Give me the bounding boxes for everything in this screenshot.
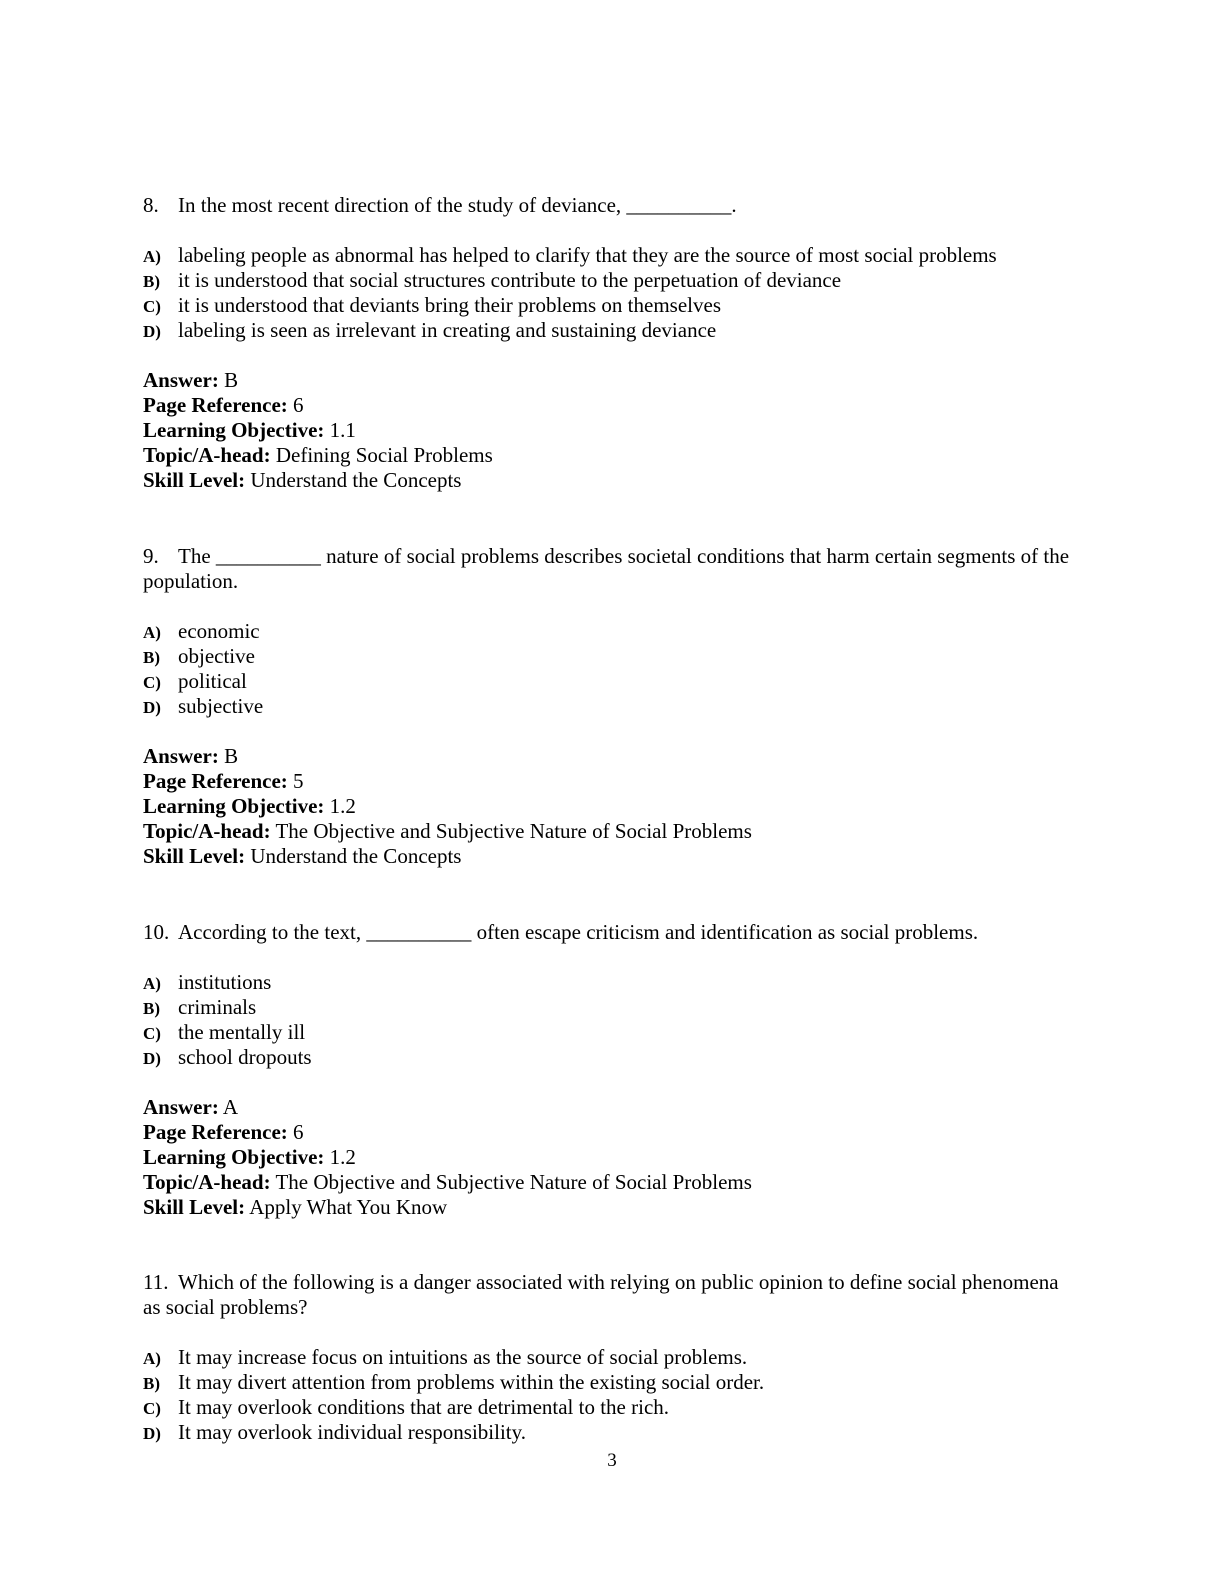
question-stem <box>143 544 1073 594</box>
topic-value: The Objective and Subjective Nature of Social Problems <box>275 819 752 843</box>
topic-value: The Objective and Subjective Nature of Social Problems <box>275 1170 752 1194</box>
question-9 <box>143 544 1073 869</box>
page-reference-label: Page Reference: <box>143 1120 288 1144</box>
option-c <box>143 293 1073 318</box>
question-number: 11. <box>143 1270 169 1294</box>
skill-level-row <box>143 844 1073 869</box>
answer-value: B <box>224 368 239 392</box>
topic-row <box>143 819 1073 844</box>
option-text: It may overlook conditions that are detrimental to the rich. <box>178 1395 670 1419</box>
question-number: 8. <box>143 193 159 217</box>
option-letter: B) <box>143 648 160 667</box>
answer-options <box>143 1345 1073 1445</box>
topic-value: Defining Social Problems <box>275 443 493 467</box>
option-letter: C) <box>143 297 161 316</box>
answer-metadata <box>143 744 1073 869</box>
page-reference-value: 5 <box>293 769 304 793</box>
answer-options <box>143 970 1073 1070</box>
option-b <box>143 1370 1073 1395</box>
topic-label: Topic/A-head: <box>143 443 271 467</box>
answer-value: A <box>222 1095 239 1119</box>
option-text: It may divert attention from problems within the existing social order. <box>178 1370 765 1394</box>
answer-metadata <box>143 1095 1073 1220</box>
page-reference-value: 6 <box>293 1120 304 1144</box>
option-d <box>143 1420 1073 1445</box>
option-letter: B) <box>143 999 160 1018</box>
option-text: it is understood that deviants bring their problems on themselves <box>178 293 721 317</box>
option-text: It may increase focus on intuitions as the source of social problems. <box>178 1345 748 1369</box>
option-letter: A) <box>143 247 161 266</box>
option-c <box>143 669 1073 694</box>
skill-level-label: Skill Level: <box>143 1195 246 1219</box>
question-number: 9. <box>143 544 159 568</box>
answer-options <box>143 619 1073 719</box>
option-letter: C) <box>143 1399 161 1418</box>
option-c <box>143 1020 1073 1045</box>
option-text: It may overlook individual responsibility. <box>178 1420 527 1444</box>
option-a <box>143 619 1073 644</box>
option-a <box>143 1345 1073 1370</box>
topic-row <box>143 1170 1073 1195</box>
option-text: labeling people as abnormal has helped to clarify that they are the source of most social problems <box>178 243 997 267</box>
option-b <box>143 268 1073 293</box>
answer-label: Answer: <box>143 368 219 392</box>
option-text: institutions <box>178 970 272 994</box>
option-d <box>143 318 1073 343</box>
page-reference-row <box>143 393 1073 418</box>
option-a <box>143 970 1073 995</box>
learning-objective-value: 1.2 <box>329 1145 356 1169</box>
skill-level-row <box>143 1195 1073 1220</box>
page-number: 3 <box>607 1450 617 1471</box>
option-letter: A) <box>143 974 161 993</box>
learning-objective-label: Learning Objective: <box>143 794 325 818</box>
skill-level-label: Skill Level: <box>143 844 246 868</box>
option-text: school dropouts <box>178 1045 312 1069</box>
option-c <box>143 1395 1073 1420</box>
question-text: The __________ nature of social problems describes societal conditions that harm certain segments of the population. <box>143 544 1070 593</box>
question-11 <box>143 1270 1073 1445</box>
question-text: According to the text, __________ often escape criticism and identification as social problems. <box>178 920 979 944</box>
answer-options <box>143 243 1073 343</box>
learning-objective-row <box>143 418 1073 443</box>
page-reference-value: 6 <box>293 393 304 417</box>
skill-level-value: Apply What You Know <box>249 1195 448 1219</box>
question-text: In the most recent direction of the study of deviance, __________. <box>178 193 737 217</box>
option-letter: A) <box>143 1349 161 1368</box>
option-d <box>143 1045 1073 1070</box>
learning-objective-row <box>143 794 1073 819</box>
option-text: criminals <box>178 995 257 1019</box>
skill-level-value: Understand the Concepts <box>250 468 462 492</box>
option-b <box>143 644 1073 669</box>
answer-label: Answer: <box>143 744 219 768</box>
question-8 <box>143 193 1073 493</box>
answer-row <box>143 368 1073 393</box>
option-letter: D) <box>143 1049 161 1068</box>
option-letter: B) <box>143 1374 160 1393</box>
option-letter: A) <box>143 623 161 642</box>
option-text: political <box>178 669 247 693</box>
answer-value: B <box>224 744 239 768</box>
topic-label: Topic/A-head: <box>143 1170 271 1194</box>
skill-level-label: Skill Level: <box>143 468 246 492</box>
learning-objective-row <box>143 1145 1073 1170</box>
option-text: it is understood that social structures contribute to the perpetuation of deviance <box>178 268 842 292</box>
learning-objective-value: 1.1 <box>329 418 356 442</box>
skill-level-row <box>143 468 1073 493</box>
document-page <box>143 0 1073 1584</box>
option-text: objective <box>178 644 255 668</box>
page-reference-label: Page Reference: <box>143 393 288 417</box>
option-d <box>143 694 1073 719</box>
skill-level-value: Understand the Concepts <box>250 844 462 868</box>
option-text: the mentally ill <box>178 1020 306 1044</box>
option-text: labeling is seen as irrelevant in creating and sustaining deviance <box>178 318 717 342</box>
answer-row <box>143 1095 1073 1120</box>
option-a <box>143 243 1073 268</box>
answer-row <box>143 744 1073 769</box>
question-10 <box>143 920 1073 1220</box>
answer-label: Answer: <box>143 1095 219 1119</box>
topic-label: Topic/A-head: <box>143 819 271 843</box>
page-reference-label: Page Reference: <box>143 769 288 793</box>
question-text: Which of the following is a danger associated with relying on public opinion to define social phenomena as social problems? <box>143 1270 1059 1319</box>
option-b <box>143 995 1073 1020</box>
option-letter: C) <box>143 673 161 692</box>
topic-row <box>143 443 1073 468</box>
option-letter: B) <box>143 272 160 291</box>
answer-metadata <box>143 368 1073 493</box>
question-stem <box>143 1270 1073 1320</box>
question-stem <box>143 920 1073 945</box>
option-letter: C) <box>143 1024 161 1043</box>
option-letter: D) <box>143 322 161 341</box>
learning-objective-label: Learning Objective: <box>143 1145 325 1169</box>
option-letter: D) <box>143 698 161 717</box>
page-reference-row <box>143 769 1073 794</box>
learning-objective-value: 1.2 <box>329 794 356 818</box>
option-text: subjective <box>178 694 264 718</box>
learning-objective-label: Learning Objective: <box>143 418 325 442</box>
option-text: economic <box>178 619 260 643</box>
option-letter: D) <box>143 1424 161 1443</box>
question-number: 10. <box>143 920 170 944</box>
question-stem <box>143 193 1073 218</box>
page-reference-row <box>143 1120 1073 1145</box>
